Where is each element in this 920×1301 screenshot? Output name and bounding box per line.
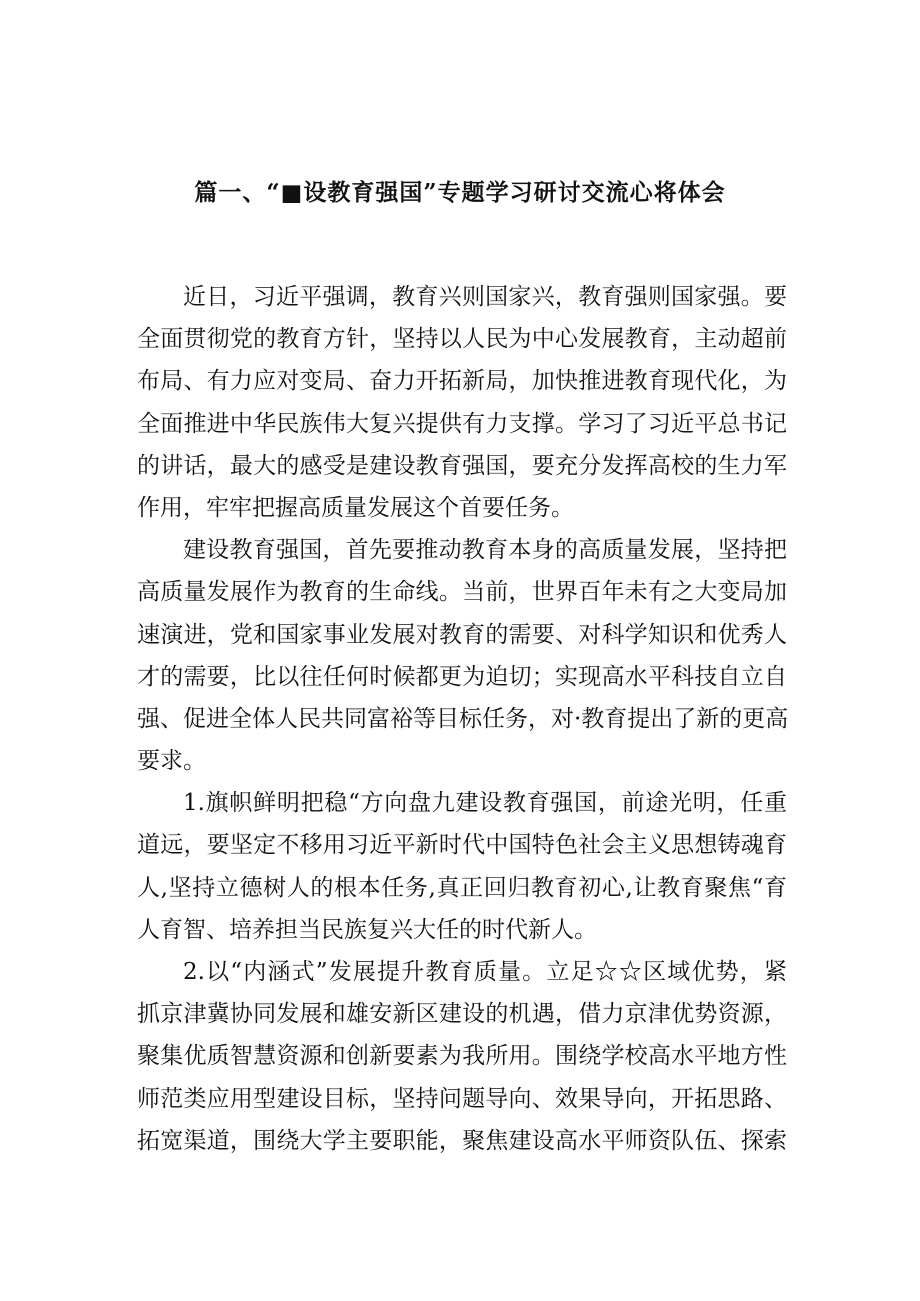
text-line: 聚集优质智慧资源和创新要素为我所用。围绕学校高水平地方性 [137, 1043, 787, 1070]
paragraph-4 [137, 951, 787, 1162]
text-line: 全面推进中华民族伟大复兴提供有力支撑。学习了习近平总书记 [137, 410, 787, 437]
text-line: 人育智、培养担当民族复兴大任的时代新人。 [137, 916, 597, 943]
text-line: 布局、有力应对变局、奋力开拓新局，加快推进教育现代化，为 [137, 368, 787, 395]
text-line: 抓京津冀协同发展和雄安新区建设的机遇，借力京津优势资源， [137, 1001, 787, 1028]
text-line: 拓宽渠道，围绕大学主要职能，聚焦建设高水平师资队伍、探索 [137, 1127, 787, 1154]
paragraph-1 [137, 276, 787, 529]
text-line: 道远，要坚定不移用习近平新时代中国特色社会主义思想铸魂育 [137, 832, 787, 859]
text-line: 2.以“内涵式”发展提升教育质量。立足☆☆区域优势，紧 [183, 959, 787, 985]
document-body [137, 276, 787, 1162]
text-line: 强、促进全体人民共同富裕等目标任务，对·教育提出了新的更高 [137, 705, 789, 732]
text-line: 师范类应用型建设目标，坚持问题导向、效果导向，开拓思路、 [137, 1085, 787, 1112]
text-line: 1.旗帜鲜明把稳“方向盘九建设教育强国，前途光明，任重 [183, 790, 787, 817]
text-line: 建设教育强国，首先要推动教育本身的高质量发展，坚持把 [183, 537, 787, 564]
text-line: 近日，习近平强调，教育兴则国家兴，教育强则国家强。要 [183, 284, 787, 310]
text-line: 才的需要，比以往任何时候都更为迫切；实现高水平科技自立自 [137, 663, 787, 690]
text-line: 的讲话，最大的感受是建设教育强国，要充分发挥高校的生力军 [137, 452, 787, 479]
text-line: 高质量发展作为教育的生命线。当前，世界百年未有之大变局加 [137, 579, 787, 606]
paragraph-3 [137, 782, 787, 951]
text-line: 速演进，党和国家事业发展对教育的需要、对科学知识和优秀人 [137, 621, 787, 648]
paragraph-2 [137, 529, 787, 782]
text-line: 要求。 [137, 748, 206, 775]
text-line: 人,坚持立德树人的根本任务,真正回归教育初心,让教育聚焦“育 [137, 874, 787, 901]
text-line: 作用，牢牢把握高质量发展这个首要任务。 [137, 494, 574, 521]
text-line: 全面贯彻党的教育方针，坚持以人民为中心发展教育，主动超前 [137, 326, 787, 353]
page-title: 篇一、“■设教育强国”专题学习研讨交流心将体会 [194, 179, 726, 206]
